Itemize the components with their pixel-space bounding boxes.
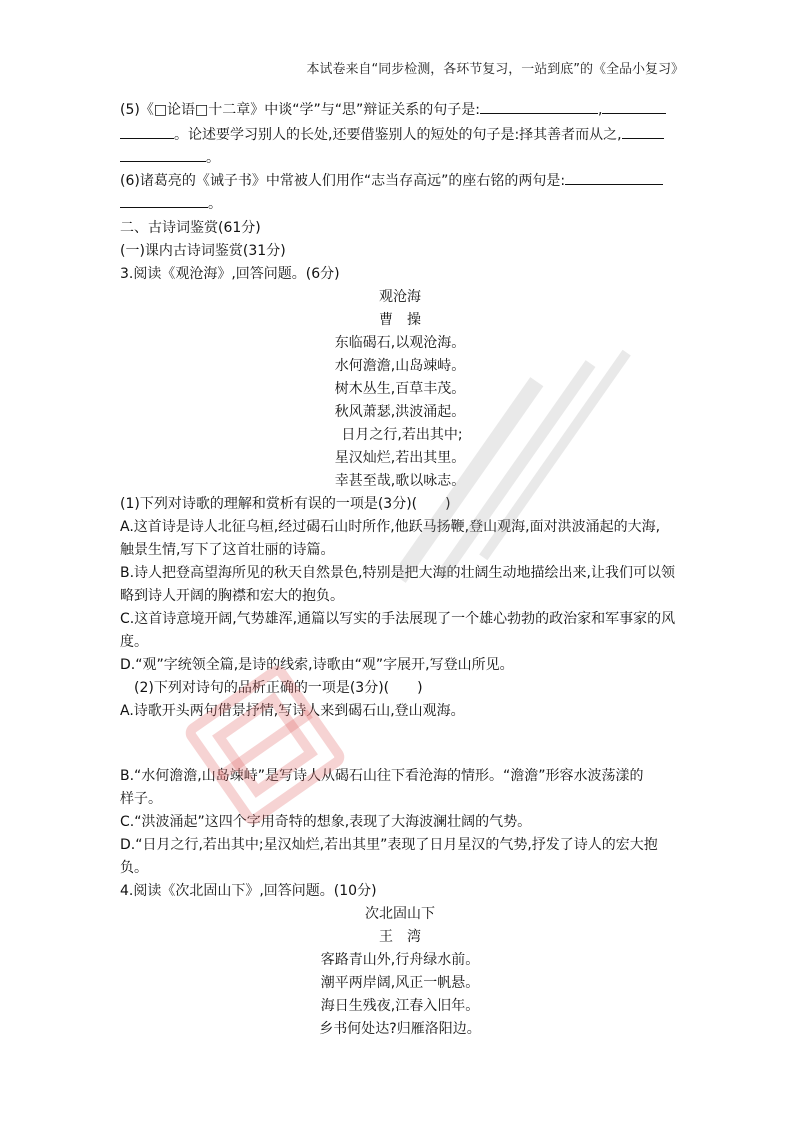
q3-sub1-option-c-cont: 度。 [120,634,148,650]
poem1-author: 曹 操 [379,312,421,328]
q5-line-2 [120,124,664,145]
section-heading: 二、古诗词鉴赏(61分) [120,220,261,236]
poem2-author: 王 湾 [379,929,421,945]
q6-line-1 [120,170,663,191]
poem1-line: 幸甚至哉,歌以咏志。 [334,473,466,489]
q4-prompt: 4.阅读《次北固山下》,回答问题。(10分) [120,883,377,899]
poem1-line: 树木丛生,百草丰茂。 [334,381,466,397]
q5-line-1 [120,99,666,120]
q3-prompt: 3.阅读《观沧海》,回答问题。(6分) [120,266,340,282]
poem1-line: 星汉灿烂,若出其里。 [334,450,466,466]
poem2-line: 潮平两岸阔,风正一帆悬。 [320,975,480,991]
q6-line1-text: (6)诸葛亮的《诫子书》中常被人们用作“志当存高远”的座右铭的两句是: [120,173,566,189]
q5-line-3 [120,147,220,168]
poem1-line: 日月之行,若出其中; [341,427,463,443]
answer-blank[interactable] [602,99,666,114]
publisher-stamp-icon [170,650,360,840]
q3-sub1: (1)下列对诗歌的理解和赏析有误的一项是(3分)( ) [120,496,451,512]
answer-blank[interactable] [480,99,598,114]
answer-blank[interactable] [565,170,663,185]
q3-sub1-option-a: A.这首诗是诗人北征乌桓,经过碣石山时所作,他跃马扬鞭,登山观海,面对洪波涌起的大海, [120,519,661,535]
q3-sub1-option-c: C.这首诗意境开阔,气势雄浑,通篇以写实的手法展现了一个雄心勃勃的政治家和军事家的风 [120,611,676,627]
q3-sub2-option-c: C.“洪波涌起”这四个字用奇特的想象,表现了大海波澜壮阔的气势。 [120,814,532,830]
q3-sub2: (2)下列对诗句的品析正确的一项是(3分)( ) [134,680,423,696]
page-header: 本试卷来自“同步检测，各环节复习，一站到底”的《全品小复习》 [306,62,684,77]
q5-separator: , [598,102,603,118]
q5-line2-text: 。论述要学习别人的长处,还要借鉴别人的短处的句子是:择其善者而从之, [174,127,622,143]
answer-blank[interactable] [120,193,208,208]
poem2-line: 乡书何处达?归雁洛阳边。 [319,1021,481,1037]
q6-line-2 [120,193,222,214]
subsection-heading: (一)课内古诗词鉴赏(31分) [120,243,286,259]
answer-blank[interactable] [120,124,174,139]
q5-line1-text: (5)《□论语□十二章》中谈“学”与“思”辩证关系的句子是: [120,102,481,118]
poem1-line: 水何澹澹,山岛竦峙。 [334,358,466,374]
poem2-line: 客路青山外,行舟绿水前。 [320,952,480,968]
poem1-line: 秋风萧瑟,洪波涌起。 [334,404,466,420]
diagonal-watermark-icon [400,300,660,720]
q3-sub2-option-d: D.“日月之行,若出其中;星汉灿烂,若出其里”表现了日月星汉的气势,抒发了诗人的宏大抱 [120,837,658,853]
poem2-title: 次北固山下 [365,906,435,922]
q6-line2-end: 。 [208,196,222,212]
poem1-title: 观沧海 [379,289,421,305]
q3-sub1-option-b-cont: 略到诗人开阔的胸襟和宏大的抱负。 [120,588,344,604]
answer-blank[interactable] [622,124,664,139]
q5-line3-end: 。 [206,150,220,166]
poem2-line: 海日生残夜,江春入旧年。 [320,998,480,1014]
answer-blank[interactable] [120,147,206,162]
q3-sub2-option-d-cont: 负。 [120,860,148,876]
q3-sub1-option-d: D.“观”字统领全篇,是诗的线索,诗歌由“观”字展开,写登山所见。 [120,657,514,673]
q3-sub2-option-b-cont: 样子。 [120,791,162,807]
poem1-line: 东临碣石,以观沧海。 [334,335,466,351]
q3-sub2-option-b: B.“水何澹澹,山岛竦峙”是写诗人从碣石山往下看沧海的情形。“澹澹”形容水波荡漾的 [120,768,644,784]
q3-sub2-option-a: A.诗歌开头两句借景抒情,写诗人来到碣石山,登山观海。 [120,703,465,719]
q3-sub1-option-a-cont: 触景生情,写下了这首壮丽的诗篇。 [120,542,335,558]
q3-sub1-option-b: B.诗人把登高望海所见的秋天自然景色,特别是把大海的壮阔生动地描绘出来,让我们可以领 [120,565,675,581]
